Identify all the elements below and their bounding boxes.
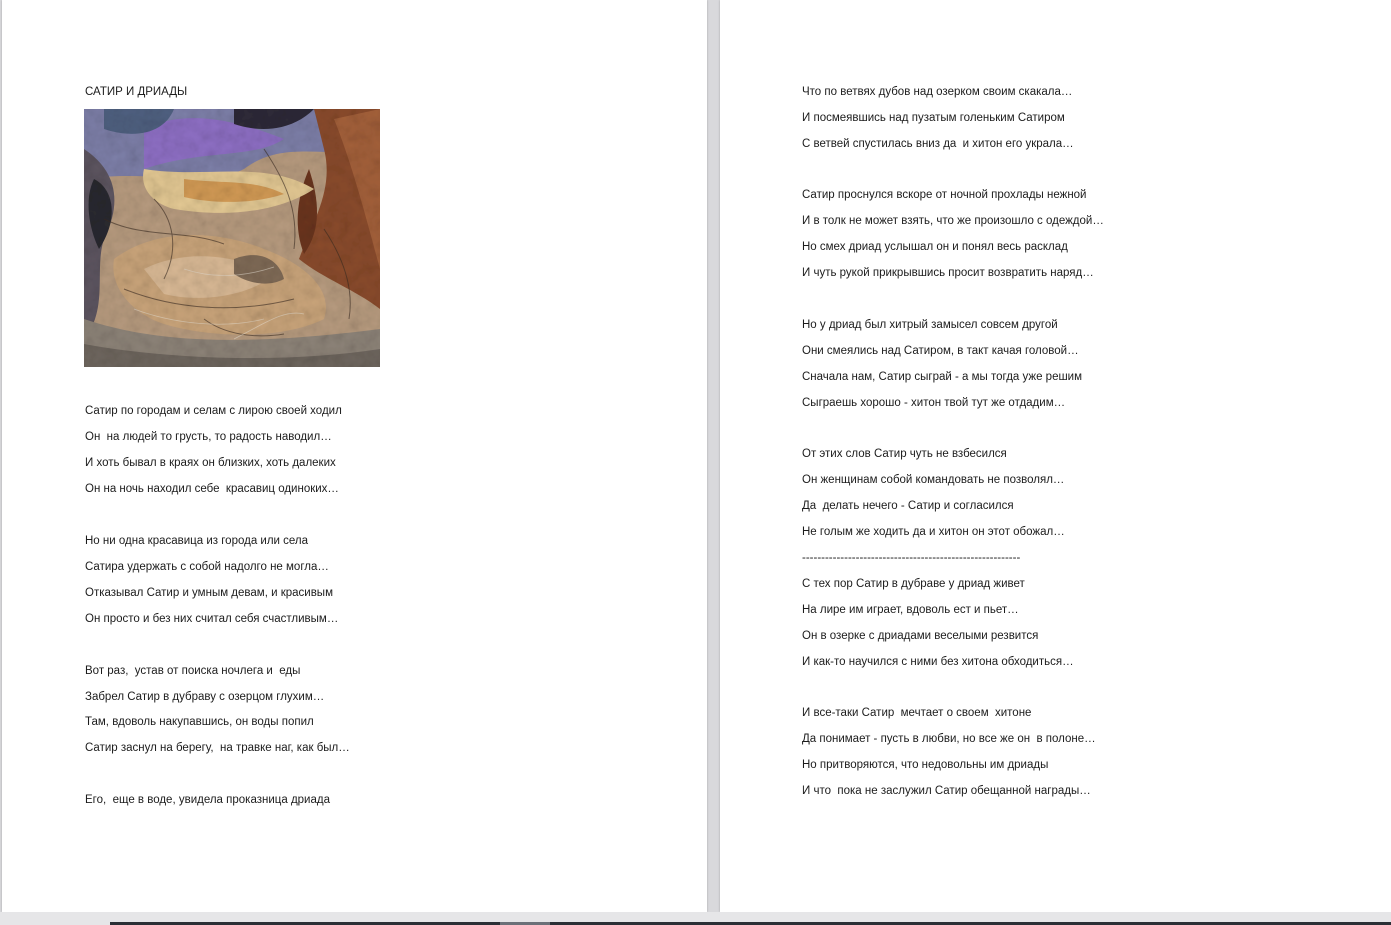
- poem-line: Сатир по городам и селам с лирою своей ходил: [85, 405, 342, 417]
- poem-line: Сатира удержать с собой надолго не могла…: [85, 561, 329, 573]
- poem-line: Он на людей то грусть, то радость наводил…: [85, 431, 332, 443]
- poem-line: С тех пор Сатир в дубраве у дриад живет: [802, 578, 1025, 590]
- poem-line: И как-то научился с ними без хитона обходиться…: [802, 656, 1074, 668]
- poem-line: Сатир проснулся вскоре от ночной прохлады нежной: [802, 189, 1087, 201]
- poem-line: Да делать нечего - Сатир и согласился: [802, 500, 1014, 512]
- poem-line: И чуть рукой прикрывшись просит возвратить наряд…: [802, 267, 1094, 279]
- poem-line: И посмеявшись над пузатым голеньким Сатиром: [802, 112, 1065, 124]
- poem-line: От этих слов Сатир чуть не взбесился: [802, 448, 1007, 460]
- poem-line: С ветвей спустилась вниз да и хитон его украла…: [802, 138, 1074, 150]
- poem-line: Он женщинам собой командовать не позволял…: [802, 474, 1065, 486]
- poem-line: И в толк не может взять, что же произошло с одеждой…: [802, 215, 1104, 227]
- poem-line: Да понимает - пусть в любви, но все же он в полоне…: [802, 733, 1096, 745]
- poem-line: Его, еще в воде, увидела проказница дриада: [85, 794, 330, 806]
- poem-line: Но ни одна красавица из города или села: [85, 535, 309, 547]
- poem-line: Но у дриад был хитрый замысел совсем другой: [802, 319, 1058, 331]
- poem-line: И что пока не заслужил Сатир обещанной награды…: [802, 785, 1091, 797]
- poem-line: Что по ветвях дубов над озерком своим скакала…: [802, 86, 1073, 98]
- document-page-left: [2, 0, 707, 912]
- viewer-bottom-bar: [0, 912, 1391, 925]
- poem-illustration: [84, 109, 380, 367]
- poem-line: Сначала нам, Сатир сыграй - а мы тогда уже решим: [802, 371, 1083, 383]
- poem-line: Не голым же ходить да и хитон он этот обожал…: [802, 526, 1065, 538]
- poem-line: Он на ночь находил себе красавиц одиноких…: [85, 483, 339, 495]
- poem-line: Там, вдоволь накупавшись, он воды попил: [85, 716, 314, 728]
- poem-line: Но смех дриад услышал он и понял весь расклад: [802, 241, 1068, 253]
- poem-line: На лире им играет, вдоволь ест и пьет…: [802, 604, 1019, 616]
- poem-line: Забрел Сатир в дубраву с озерцом глухим…: [85, 691, 325, 703]
- poem-line: Вот раз, устав от поиска ночлега и еды: [85, 665, 301, 677]
- document-page-right: [720, 0, 1391, 912]
- section-divider: ---------------------------------------------------------: [802, 552, 1021, 564]
- poem-line: И хоть бывал в краях он близких, хоть далеких: [85, 457, 336, 469]
- poem-line: Он просто и без них считал себя счастливым…: [85, 613, 339, 625]
- poem-line: Но притворяются, что недовольны им дриады: [802, 759, 1049, 771]
- poem-line: Отказывал Сатир и умным девам, и красивым: [85, 587, 333, 599]
- poem-line: Он в озерке с дриадами веселыми резвится: [802, 630, 1039, 642]
- poem-line: Сыграешь хорошо - хитон твой тут же отдадим…: [802, 397, 1066, 409]
- poem-line: И все-таки Сатир мечтает о своем хитоне: [802, 707, 1032, 719]
- poem-line: Они смеялись над Сатиром, в такт качая головой…: [802, 345, 1079, 357]
- poem-title: САТИР И ДРИАДЫ: [85, 86, 188, 98]
- poem-line: Сатир заснул на берегу, на травке наг, как был…: [85, 742, 350, 754]
